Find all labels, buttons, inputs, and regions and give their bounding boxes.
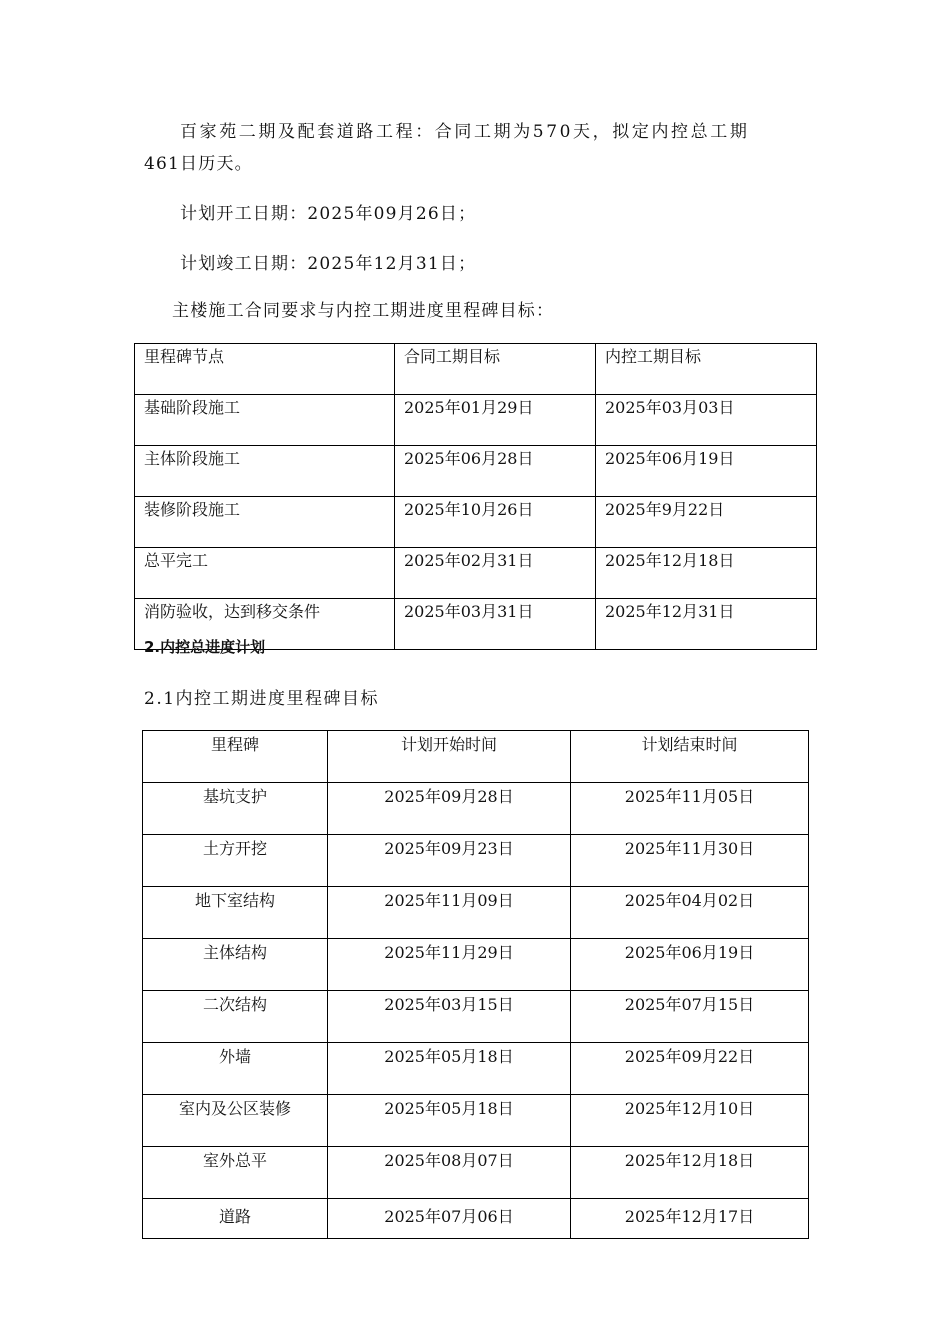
table-cell: 2025年06月28日 [395,446,596,497]
table-cell: 二次结构 [143,991,328,1043]
planned-start-date: 计划开工日期：2025年09月26日； [180,204,477,224]
table-row [143,939,809,991]
table-header-cell: 合同工期目标 [395,344,596,395]
table-cell: 2025年12月18日 [596,548,817,599]
table-cell: 2025年06月19日 [571,939,809,991]
table-header-cell: 里程碑 [143,731,328,783]
table-cell: 2025年11月30日 [571,835,809,887]
table-row [135,446,817,497]
table-cell: 地下室结构 [143,887,328,939]
table-cell: 2025年08月07日 [328,1147,571,1199]
main-building-milestone-table [134,343,817,650]
table-cell: 2025年05月18日 [328,1043,571,1095]
table-header-cell: 计划开始时间 [328,731,571,783]
table-cell: 道路 [143,1199,328,1239]
table-cell: 室外总平 [143,1147,328,1199]
table-cell: 2025年11月05日 [571,783,809,835]
table-header-cell: 内控工期目标 [596,344,817,395]
section-heading: 2.内控总进度计划 [144,638,266,656]
table-cell: 2025年11月29日 [328,939,571,991]
table-row [135,395,817,446]
table-cell: 2025年07月15日 [571,991,809,1043]
table1-caption: 主楼施工合同要求与内控工期进度里程碑目标： [172,301,555,321]
table-cell: 2025年04月02日 [571,887,809,939]
table-row [135,497,817,548]
table-cell: 2025年09月22日 [571,1043,809,1095]
table-header-row [135,344,817,395]
table-cell: 2025年09月23日 [328,835,571,887]
table-cell: 2025年9月22日 [596,497,817,548]
table-cell: 外墙 [143,1043,328,1095]
intro-line-2: 461日历天。 [144,154,253,174]
table-cell: 总平完工 [135,548,395,599]
table-header-cell: 里程碑节点 [135,344,395,395]
table-row [143,835,809,887]
table-cell: 2025年12月10日 [571,1095,809,1147]
table-row [143,1147,809,1199]
table-cell: 2025年02月31日 [395,548,596,599]
table-row [143,991,809,1043]
planned-end-date: 计划竣工日期：2025年12月31日； [180,254,477,274]
table-cell: 2025年05月18日 [328,1095,571,1147]
intro-line-1: 百家苑二期及配套道路工程：合同工期为570天，拟定内控总工期 [180,122,750,142]
table-cell: 2025年03月03日 [596,395,817,446]
table-cell: 2025年07月06日 [328,1199,571,1239]
table-header-row [143,731,809,783]
table-cell: 2025年10月26日 [395,497,596,548]
table-cell: 基础阶段施工 [135,395,395,446]
table-cell: 2025年12月31日 [596,599,817,650]
table-row [143,1199,809,1239]
table-cell: 基坑支护 [143,783,328,835]
table-cell: 主体结构 [143,939,328,991]
table-header-cell: 计划结束时间 [571,731,809,783]
table-cell: 装修阶段施工 [135,497,395,548]
table-cell: 主体阶段施工 [135,446,395,497]
table-cell: 消防验收，达到移交条件 [135,599,395,650]
table-cell: 2025年12月18日 [571,1147,809,1199]
table-row [143,783,809,835]
sub-section-heading: 2.1内控工期进度里程碑目标 [144,689,380,709]
table-row [143,887,809,939]
table-cell: 2025年03月31日 [395,599,596,650]
table-row [143,1043,809,1095]
table-cell: 2025年01月29日 [395,395,596,446]
table-cell: 2025年03月15日 [328,991,571,1043]
table-cell: 2025年11月09日 [328,887,571,939]
table-cell: 土方开挖 [143,835,328,887]
table-cell: 2025年06月19日 [596,446,817,497]
table-cell: 室内及公区装修 [143,1095,328,1147]
table-cell: 2025年12月17日 [571,1199,809,1239]
table-row [143,1095,809,1147]
table-cell: 2025年09月28日 [328,783,571,835]
table-row [135,548,817,599]
internal-schedule-milestone-table [142,730,809,1239]
